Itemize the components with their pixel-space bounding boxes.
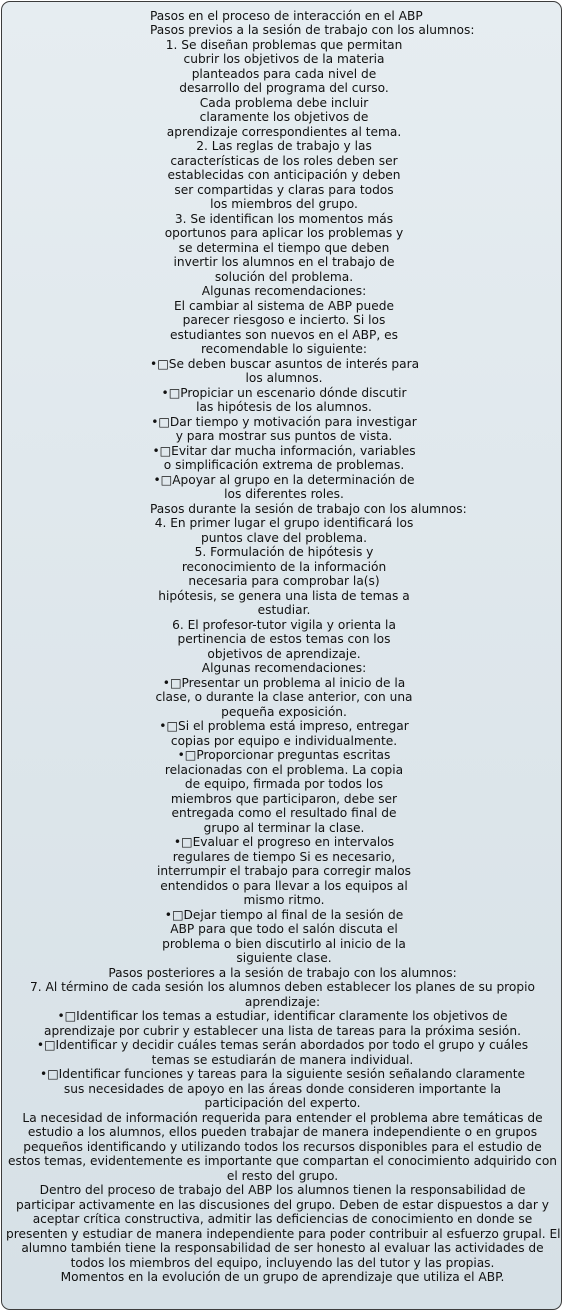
text-line: necesaria para comprobar la(s) bbox=[188, 574, 380, 588]
text-line: •□Evitar dar mucha información, variables bbox=[152, 443, 416, 458]
text-line: estudiar. bbox=[257, 603, 311, 617]
text-line: aprendizaje por cubrir y establecer una lista de tareas para la próxima sesión. bbox=[44, 1023, 521, 1038]
text-line: •□Presentar un problema al inicio de la bbox=[162, 675, 406, 690]
text-line: interrumpir el trabajo para corregir malos bbox=[156, 864, 412, 878]
text-line: siguiente clase. bbox=[236, 951, 332, 965]
text-line: pertinencia de estos temas con los bbox=[177, 632, 391, 646]
text-line: copias por equipo e individualmente. bbox=[170, 733, 398, 748]
text-line: 6. El profesor-tutor vigila y orienta la bbox=[172, 617, 396, 632]
text-line: •□Identificar los temas a estudiar, identificar claramente los objetivos de bbox=[57, 1009, 508, 1023]
text-line: establecidas con anticipación y deben bbox=[167, 168, 401, 182]
text-line: invertir los alumnos en el trabajo de bbox=[173, 255, 395, 269]
text-line: cubrir los objetivos de la materia bbox=[183, 52, 385, 66]
text-line: alumno también tiene la responsabilidad de ser honesto al evaluar las actividades de bbox=[21, 1241, 544, 1255]
text-line: mismo ritmo. bbox=[243, 893, 325, 907]
text-line: •□Apoyar al grupo en la determinación de bbox=[153, 472, 415, 487]
text-line: estos temas, evidentemente es importante que compartan el conocimiento adquirido con bbox=[8, 1154, 557, 1168]
text-line: características de los roles deben ser bbox=[170, 153, 398, 168]
text-line: 5. Formulación de hipótesis y bbox=[194, 545, 374, 559]
text-line: objetivos de aprendizaje. bbox=[207, 646, 361, 661]
text-line: los diferentes roles. bbox=[224, 487, 344, 501]
text-line: Algunas recomendaciones: bbox=[201, 284, 367, 298]
text-line: participar activamente en las discusiones del grupo. Deben de estar dispuestos a dar y bbox=[16, 1197, 549, 1212]
text-line: ABP para que todo el salón discuta el bbox=[170, 922, 398, 936]
text-line: •□Evaluar el progreso en intervalos bbox=[173, 835, 395, 849]
text-line: desarrollo del programa del curso. bbox=[179, 81, 389, 95]
text-line: el resto del grupo. bbox=[226, 1168, 339, 1183]
text-line: problema o bien discutirlo al inicio de la bbox=[162, 936, 406, 951]
text-line: Pasos durante la sesión de trabajo con los alumnos: bbox=[150, 501, 467, 516]
text-line: 3. Se identifican los momentos más bbox=[174, 211, 394, 226]
text-line: •□Propiciar un escenario dónde discutir bbox=[161, 385, 407, 400]
text-line: •□Si el problema está impreso, entregar bbox=[159, 719, 409, 733]
text-line: •□Dejar tiempo al final de la sesión de bbox=[164, 907, 404, 922]
text-line: los miembros del grupo. bbox=[210, 197, 358, 211]
text-line: claramente los objetivos de bbox=[199, 110, 369, 124]
text-line: recomendable lo siguiente: bbox=[200, 342, 368, 356]
text-line: entregada como el resultado final de bbox=[171, 806, 397, 820]
text-line: reconocimiento de la información bbox=[181, 559, 387, 574]
text-block-1 bbox=[150, 8, 475, 966]
text-line: puntos clave del problema. bbox=[200, 530, 368, 545]
text-line: solución del problema. bbox=[214, 269, 354, 284]
text-line: relacionadas con el problema. La copia bbox=[164, 762, 404, 777]
text-line: los alumnos. bbox=[245, 371, 323, 385]
text-line: pequeños identificando y utilizando todos los recursos disponibles para el estudio de bbox=[23, 1139, 542, 1154]
text-line: Cada problema debe incluir bbox=[199, 95, 369, 110]
text-line: •□Dar tiempo y motivación para investigar bbox=[151, 414, 417, 429]
text-line: 2. Las reglas de trabajo y las bbox=[196, 139, 372, 153]
text-line: grupo al terminar la clase. bbox=[203, 820, 365, 835]
text-line: •□Identificar funciones y tareas para la siguiente sesión señalando claramente bbox=[39, 1067, 526, 1081]
text-line: Momentos en la evolución de un grupo de aprendizaje que utiliza el ABP. bbox=[60, 1270, 505, 1284]
text-line: Dentro del proceso de trabajo del ABP los alumnos tienen la responsabilidad de bbox=[39, 1183, 526, 1197]
text-line: Pasos en el proceso de interacción en el ABP bbox=[150, 8, 423, 23]
text-line: •□Proporcionar preguntas escritas bbox=[177, 748, 391, 762]
text-line: •□Identificar y decidir cuáles temas serán abordados por todo el grupo y cuáles bbox=[36, 1038, 529, 1052]
text-line: sus necesidades de apoyo en las áreas donde consideren importante la bbox=[63, 1081, 502, 1096]
text-line: hipótesis, se genera una lista de temas a bbox=[158, 588, 410, 603]
text-box bbox=[1, 1, 562, 1310]
text-line: 7. Al término de cada sesión los alumnos deben establecer los planes de su propio bbox=[30, 980, 535, 994]
text-line: presenten y estudiar de manera independiente para poder contribuir al esfuerzo grupal. El bbox=[6, 1226, 561, 1241]
text-line: entendidos o para llevar a los equipos al bbox=[160, 878, 408, 893]
text-line: pequeña exposición. bbox=[221, 704, 347, 719]
text-line: estudio a los alumnos, ellos pueden trabajar de manera independiente o en grupos bbox=[27, 1125, 538, 1139]
text-line: Pasos previos a la sesión de trabajo con los alumnos: bbox=[150, 23, 475, 37]
text-line: parecer riesgoso e incierto. Si los bbox=[182, 313, 386, 327]
text-line: miembros que participaron, debe ser bbox=[170, 791, 398, 806]
text-line: o simplificación extrema de problemas. bbox=[163, 458, 405, 472]
text-line: las hipótesis de los alumnos. bbox=[196, 400, 372, 414]
text-line: se determina el tiempo que deben bbox=[178, 240, 390, 255]
text-line: oportunos para aplicar los problemas y bbox=[164, 226, 404, 240]
text-line: estudiantes son nuevos en el ABP, es bbox=[170, 327, 398, 342]
text-line: aprendizaje correspondientes al tema. bbox=[166, 124, 402, 139]
text-line: Pasos posteriores a la sesión de trabajo con los alumnos: bbox=[108, 965, 457, 980]
text-line: 4. En primer lugar el grupo identificará los bbox=[154, 516, 414, 530]
text-line: y para mostrar sus puntos de vista. bbox=[175, 429, 393, 443]
text-line: todos los miembros del equipo, incluyendo las del tutor y las propias. bbox=[70, 1255, 495, 1270]
text-line: temas se estudiarán de manera individual. bbox=[151, 1052, 414, 1067]
text-block-2 bbox=[6, 966, 559, 1285]
text-line: Algunas recomendaciones: bbox=[201, 661, 367, 675]
text-line: ser compartidas y claras para todos bbox=[174, 182, 394, 197]
text-line: El cambiar al sistema de ABP puede bbox=[173, 298, 394, 313]
text-line: aprendizaje: bbox=[244, 994, 321, 1009]
text-line: 1. Se diseñan problemas que permitan bbox=[165, 37, 403, 52]
text-line: La necesidad de información requerida para entender el problema abre temáticas de bbox=[22, 1110, 543, 1125]
text-line: de equipo, firmada por todos los bbox=[184, 777, 384, 791]
text-line: •□Se deben buscar asuntos de interés para bbox=[150, 356, 420, 371]
text-line: participación del experto. bbox=[204, 1096, 361, 1110]
text-line: regulares de tiempo Si es necesario, bbox=[172, 849, 396, 864]
text-line: planteados para cada nivel de bbox=[191, 66, 377, 81]
text-line: clase, o durante la clase anterior, con una bbox=[155, 690, 413, 704]
text-line: aceptar crítica constructiva, admitir las deficiencias de conocimiento en donde se bbox=[32, 1212, 533, 1226]
